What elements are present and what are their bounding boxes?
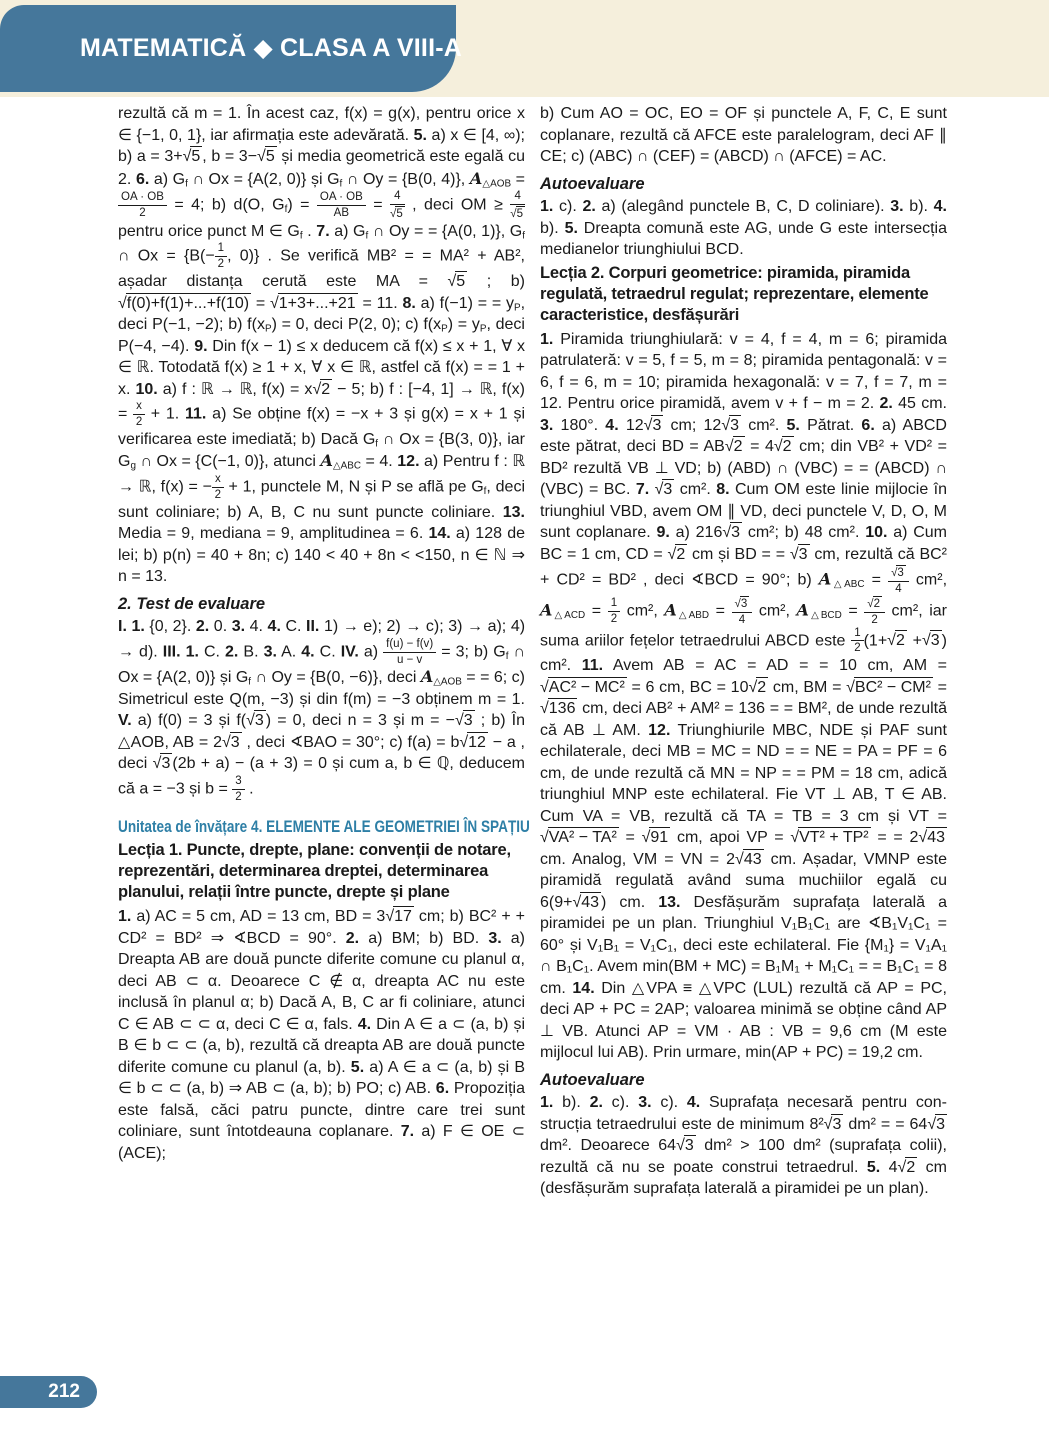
area-symbol: A	[469, 168, 483, 188]
sqrt-expression: √3	[721, 416, 740, 434]
sqrt-expression: √2	[773, 438, 792, 455]
text-paragraph: rezultă că m = 1. În acest caz, f(x) = g(x), pentru orice x ∈ {−1, 0, 1}, iar afirmația este adevărată. 5. a) x ∈ [4, ∞); b) a = 3+√5 , b = 3−√5 și media geometrică este egală cu 2. 6. a) $G_f$ ∩ Ox = {A(2, 0)} și $G_f$ ∩ Oy = {B(0, 4)}, $A_{\triangle AOB}$ = $\frac{OA \cdot OB}{2}$ = 4; b) d(O, $G_f$) = $\frac{OA \cdot OB}{AB}$ = $\frac{4}{√5}$ , deci OM ≥ $\frac{4}{√5}$ pentru orice punct M ∈ $G_f$ . 7. a) $G_f$ ∩ Oy = = {A(0, 1)}, $G_f$ ∩ Ox = {B(− $\frac{1}{2}$ , 0)} . Se verifică MB² = = MA² + AB², așadar distanța cerută este MA = √5 ; b) √f(0)+f(1)+...+f(10) = √1+3+...+21 = 11. 8. a) f(−1) = = $y_P$, deci P(−1, −2); b) $f(x_P) = 0$, deci P(2, 0); c) $f(x_P) = y_P$, deci P(−4, −4). 9. Din f(x − 1) ≤ x deducem că f(x) ≤ x + 1, ∀ x ∈ ℝ. Totodată f(x) ≥ 1 + x, ∀ x ∈ ℝ, astfel că f(x) = = 1 + x. 10. a) f : ℝ → ℝ, f(x) = x√2 − 5; b) f : [−4, 1] → ℝ, f(x) = $\frac{x}{2}$ + 1. 11. a) Se obține f(x) = −x + 3 și g(x) = x + 1 și verificarea este imediată; b) Dacă $G_f$ ∩ Ox = {B(3, 0)}, iar $G_g$ ∩ Ox = {C(−1, 0)}, atunci $A_{\triangle ABC} = 4$. 12. a) Pentru f : ℝ → ℝ, f(x) = − $\frac{x}{2}$ + 1, punctele M, N și P se află pe $G_f$, deci sunt coliniare; b) A, B, C nu sunt puncte coliniare. 13. Media = 9, mediana = 9, amplitudinea = 6. 14. a) 128 de lei; b) p(n) = 40 + 8n; c) 140 < 40 + 8n < <150, n ∈ ℕ ⇒ n = 13.	[118, 105, 526, 586]
section-heading: Autoevaluare	[540, 1070, 645, 1089]
area-symbol: A	[540, 600, 553, 620]
sqrt-expression: √17	[385, 908, 412, 926]
text-paragraph: 1. a) AC = 5 cm, AD = 13 cm, BD = 3√17 cm; b) BC² + + CD² = BD² ⇒ ∢BCD = 90°. 2. a) BM; b) BD. 3. a) Dreapta AB are două puncte diferite comune cu planul α, deci AB ⊂ α. Deoarece C ∉ α, dreapta AC nu este inclusă în planul α; b) Dacă A, B, C ar fi coliniare, atunci C ∈ AB ⊂ ⊂ α, deci C ∈ α, fals. 4. Din A ∈ a ⊂ (a, b) și B ∈ b ⊂ ⊂ (a, b), rezultă că dreapta AB are două puncte diferite comune cu planul (a, b). 5. a) A ∈ a ⊂ (a, b) și B ∈ b ⊂ ⊂ (a, b) ⇒ AB ⊂ (a, b); b) PO; c) AB. 6. Propoziția este falsă, căci patru puncte, dintre care trei sunt coliniare, sunt întotdeauna coplanare. 7. a) F ∈ OE ⊂ (ACE);	[118, 908, 526, 1162]
fraction: $\frac{OA \cdot OB}{AB}$	[317, 191, 366, 220]
sqrt-expression: √3	[722, 524, 741, 541]
sqrt-expression: √3	[891, 567, 904, 579]
sqrt-expression: √1+3+...+21	[269, 294, 356, 312]
fraction: $\frac{OA \cdot OB}{2}$	[118, 191, 167, 220]
sqrt-expression: √2	[897, 1158, 916, 1176]
sqrt-expression: √3	[454, 712, 473, 730]
fraction: $\frac{1}{2}$	[215, 242, 227, 271]
fraction: $\frac{f(u) - f(v)}{u - v}$	[383, 638, 436, 667]
fraction: $\frac{3}{2}$	[232, 775, 244, 804]
fraction: $\frac{4}{√5}$	[390, 190, 403, 220]
left-column	[118, 103, 530, 1166]
fraction: $\frac{√3}{4}$	[888, 565, 909, 596]
area-symbol: A	[664, 600, 677, 620]
text-paragraph: b) Cum AO = OC, EO = OF și punctele A, F, C, E sunt coplanare, rezultă că AFCE este paralelogram, deci AF ∥ CE; c) (ABC) ∩ (CEF) = (ABCD) ∩ (AFCE) = AC.	[540, 105, 947, 165]
sqrt-expression: √136	[540, 700, 576, 718]
sqrt-expression: √2	[312, 380, 331, 398]
sqrt-expression: √5	[182, 148, 201, 165]
section-heading: Lecția 1. Puncte, drepte, plane: convenții de notare, reprezentări, determinarea dreptei, determinarea planului, relații între puncte, drepte și plane	[118, 841, 511, 902]
sqrt-expression: √12	[459, 733, 486, 751]
text-paragraph: 1. c). 2. a) (alegând punctele B, C, D coliniare). 3. b). 4. b). 5. Dreapta comună este AG, unde G este intersecția medianelor triunghiului BCD.	[540, 198, 947, 258]
sqrt-expression: √43	[572, 893, 600, 911]
area-symbol: A	[320, 451, 333, 471]
sqrt-expression: √3	[823, 1115, 842, 1133]
sqrt-expression: √VA² − TA²	[540, 829, 617, 847]
sqrt-expression: √5	[447, 273, 466, 291]
fraction: $\frac{4}{√5}$	[510, 190, 524, 220]
page-number-badge	[0, 1376, 97, 1408]
fraction: $\frac{1}{2}$	[608, 597, 620, 626]
area-symbol: A	[796, 600, 809, 620]
sqrt-expression: √VT² + TP²	[790, 829, 869, 847]
sqrt-expression: √3	[654, 481, 673, 498]
fraction: $\frac{x}{2}$	[212, 473, 224, 502]
sqrt-expression: √f(0)+f(1)+...+f(10)	[118, 294, 250, 312]
sqrt-expression: √3	[221, 733, 240, 751]
sqrt-expression: √2	[887, 632, 905, 650]
fraction: $\frac{√2}{2}$	[864, 596, 885, 627]
sqrt-expression: √3	[152, 755, 171, 773]
sqrt-expression: √BC² − CM²	[846, 678, 931, 696]
sqrt-expression: √5	[390, 207, 403, 220]
sqrt-expression: √3	[246, 712, 264, 730]
section-heading: 2. Test de evaluare	[118, 594, 266, 613]
sqrt-expression: √43	[918, 829, 945, 847]
section-heading: Lecția 2. Corpuri geometrice: piramida, piramida regulată, tetraedrul regulat; reprezentare, elemente caracteristice, desfășurări	[540, 263, 929, 324]
sqrt-expression: √2	[667, 545, 686, 563]
section-heading: Unitatea de învățare 4. ELEMENTE ALE GEOMETRIEI ÎN SPAȚIU	[118, 816, 530, 836]
sqrt-expression: √3	[927, 1115, 945, 1133]
sqrt-expression: √2	[867, 597, 880, 610]
area-symbol: A	[420, 667, 434, 687]
sqrt-expression: √2	[748, 678, 767, 696]
sqrt-expression: √3	[643, 416, 662, 434]
sqrt-expression: √43	[735, 850, 762, 868]
sqrt-expression: √3	[734, 597, 748, 610]
right-column	[540, 103, 947, 1202]
fraction: $\frac{√3}{4}$	[732, 596, 753, 627]
header-band	[0, 5, 462, 92]
text-paragraph: 1. Piramida triunghiulară: v = 4, f = 4, m = 6; piramida patrulateră: v = 5, f = 5, m = 8; piramida pentagonală: v = 6, f = 6, m = 10; piramida hexagonală: v = 7, f = 7, m = 12. Pentru orice piramidă, avem v + f − m = 2. 2. 45 cm. 3. 180°. 4. 12√3 cm; 12√3 cm². 5. Pătrat. 6. a) ABCD este pătrat, deci BD = AB√2 = 4√2 cm; din VB² + VD² = BD² rezultă VB ⊥ VD; b) (ABD) ∩ (VBC) = = (ABCD) ∩ (VBC) = BC. 7. √3 cm². 8. Cum OM este linie mijlocie în triunghiul VBD, avem OM ∥ VD, deci punctele V, D, O, M sunt coplanare. 9. a) 216√3 cm²; b) 48 cm². 10. a) Cum BC = 1 cm, CD = √2 cm și BD = = √3 cm, rezultă că BC² + CD² = BD² , deci ∢BCD = 90°; b) $A_{\triangle ABC}$ = $\frac{√3}{4}$ cm², $A_{\triangle ACD}$ = $\frac{1}{2}$ cm², $A_{\triangle ABD}$ = $\frac{√3}{4}$ cm², $A_{\triangle BCD}$ = $\frac{√2}{2}$ cm², iar suma ariilor fețelor tetraedrului ABCD este $\frac{1}{2}$ (1+√2 +√3 ) cm². 11. Avem AB = AC = AD = = 10 cm, AM = √AC² − MC² = 6 cm, BC = 10√2 cm, BM = √BC² − CM² = √136 cm, deci AB² + AM² = 136 = = BM², de unde rezultă că AB ⊥ AM. 12. Triunghiurile MBC, NDE și PAF sunt echilaterale, deci MB = MC = ND = = NE = PA = PF = 6 cm, de unde rezultă că MN = NP = = PM = 18 cm, adică triunghiul MNP este echilateral. Fie VT ⊥ AB, T ∈ AB. Cum VA = VB, rezultă că TA = TB = 3 cm și VT = √VA² − TA² = √91 cm, apoi VP = √VT² + TP² = = 2√43 cm. Analog, VM = VN = 2√43 cm. Așadar, VMNP este piramidă regulată având suma muchiilor egală cu 6(9+√43 ) cm. 13. Desfășurăm suprafața laterală a piramidei pe un plan. Triunghiul V₁B₁C₁ are ∢B₁V₁C₁ = 60° și V₁B₁ = V₁C₁, deci este echilateral. Fie {M₁} = V₁A₁ ∩ B₁C₁. Avem min(BM + MC) = B₁M₁ + M₁C₁ = = B₁C₁ = 8 cm. 14. Din △VPA ≡ △VPC (LUL) rezultă că AP = PC, deci AP + PC = 2AP; valoarea minimă se obține când AP ⊥ VB. Atunci AP = VM · AB : VB = 9,6 cm (M este mijlocul lui AB). Prin urmare, min(AP + PC) = 19,2 cm.	[540, 330, 948, 1062]
area-symbol: A	[818, 569, 832, 589]
sqrt-expression: √5	[510, 207, 524, 220]
sqrt-expression: √3	[921, 632, 940, 650]
text-paragraph: 1. b). 2. c). 3. c). 4. Suprafața necesară pentru construcția tetraedrului este de minimum 8²√3 dm² = = 64√3 dm². Deoarece 64√3 dm² > 100 dm² (suprafața colii), rezultă că nu se poate construi tetraedrul. 5. 4√2 cm (desfășurăm suprafața laterală a piramidei pe un plan).	[540, 1094, 947, 1198]
page-header-title: MATEMATICĂ ◆ CLASA A VIII-A	[80, 34, 462, 62]
page-number: 212	[48, 1381, 80, 1402]
sqrt-expression: √3	[676, 1137, 694, 1155]
sqrt-expression: √5	[257, 148, 275, 165]
fraction: $\frac{x}{2}$	[133, 400, 145, 429]
fraction: $\frac{1}{2}$	[851, 627, 863, 656]
sqrt-expression: √2	[724, 438, 743, 455]
sqrt-expression: √AC² − MC²	[540, 678, 625, 696]
sqrt-expression: √3	[789, 545, 808, 563]
sqrt-expression: √91	[641, 829, 669, 847]
section-heading: Autoevaluare	[540, 174, 645, 193]
text-paragraph: I. 1. {0, 2}. 2. 0. 3. 4. 4. C. II. 1) → e); 2) → c); 3) → a); 4) → d). III. 1. C. 2. B. 3. A. 4. C. IV. a) $\frac{f(u) - f(v)}{u - v}$ = 3; b) $G_f$ ∩ Ox = {A(2, 0)} și $G_f$ ∩ Oy = {B(0, −6)}, deci $A_{\triangle AOB}$ = = 6; c) Simetricul este Q(m, −3) și din f(m) = −3 obținem m = 1. V. a) f(0) = 3 și f(√3 ) = 0, deci n = 3 și m = −√3 ; b) În △AOB, AB = 2√3 , deci ∢BAO = 30°; c) f(a) = b√12 − a , deci √3 (2b + a) − (a + 3) = 0 și cum a, b ∈ ℚ, deducem că a = −3 și b = $\frac{3}{2}$ .	[118, 618, 526, 803]
